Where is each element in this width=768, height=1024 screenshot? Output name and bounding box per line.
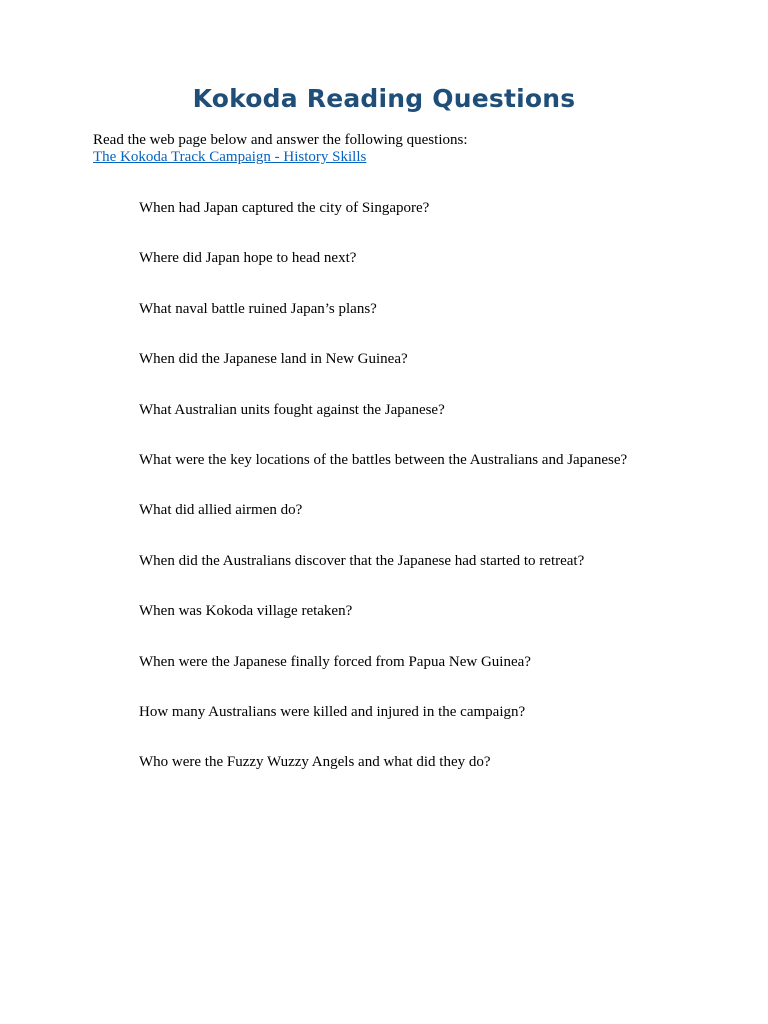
question-text: What were the key locations of the battles between the Australians and Japanese? [139,451,628,468]
question-text: How many Australians were killed and injured in the campaign? [139,703,526,720]
question-text: Where did Japan hope to head next? [139,250,357,267]
question-text: When was Kokoda village retaken? [139,603,353,620]
intro-text: Read the web page below and answer the following questions: [93,132,468,148]
history-skills-link[interactable]: The Kokoda Track Campaign - History Skills [93,149,367,165]
question-text: What naval battle ruined Japan’s plans? [139,300,377,317]
question-text: When did the Japanese land in New Guinea? [139,351,408,368]
question-text: Who were the Fuzzy Wuzzy Angels and what did they do? [139,754,491,771]
question-text: What Australian units fought against the Japanese? [139,401,445,418]
intro-block [93,132,468,166]
question-text: When had Japan captured the city of Singapore? [139,200,430,216]
page-title: Kokoda Reading Questions [192,84,576,113]
question-text: When did the Australians discover that the Japanese had started to retreat? [139,552,585,569]
question-text: What did allied airmen do? [139,502,303,519]
question-text: When were the Japanese finally forced from Papua New Guinea? [139,653,531,670]
